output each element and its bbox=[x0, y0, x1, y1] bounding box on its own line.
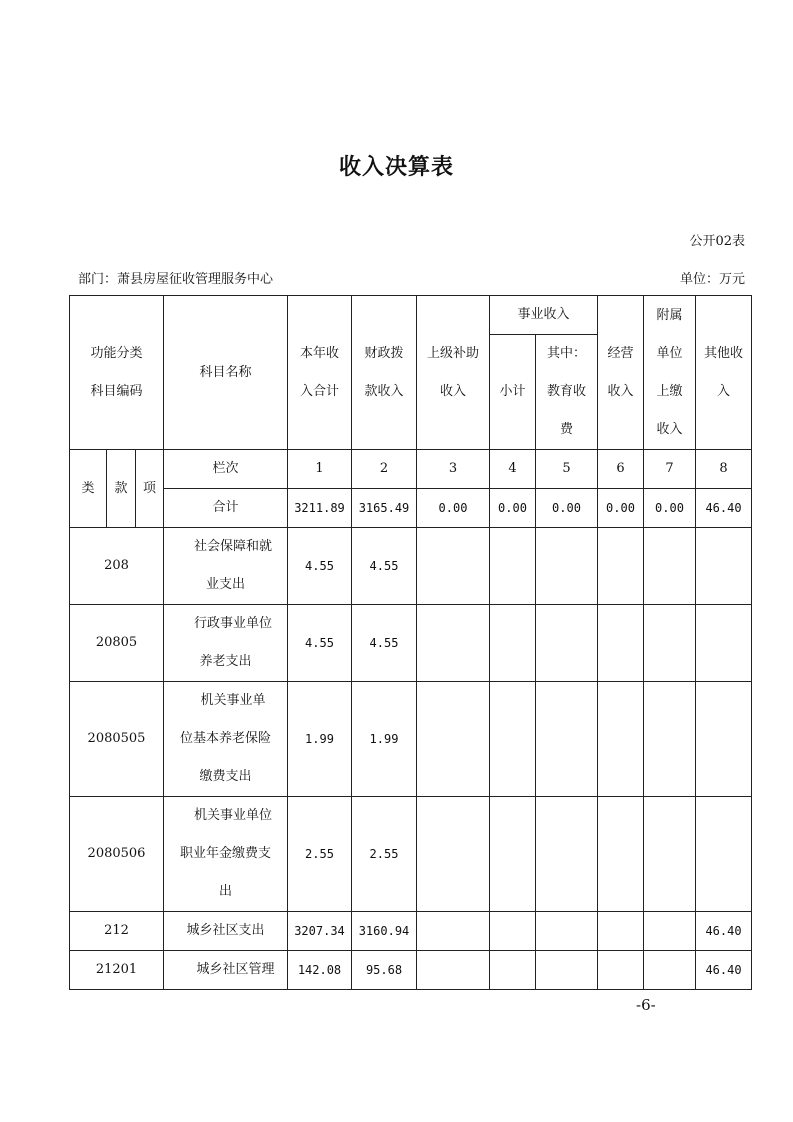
other-income-value: 46.40 bbox=[696, 912, 752, 951]
fiscal-income-value: 4.55 bbox=[352, 528, 417, 605]
income-table bbox=[69, 295, 752, 990]
func-code: 212 bbox=[70, 912, 164, 951]
func-code: 20805 bbox=[70, 605, 164, 682]
department-label: 部门：萧县房屋征收管理服务中心 bbox=[78, 272, 274, 287]
other-income-header: 其他收 入 bbox=[696, 296, 752, 450]
table-body bbox=[70, 296, 752, 990]
xiang-header: 项 bbox=[136, 450, 164, 528]
table-row bbox=[70, 912, 752, 951]
total-value: 0.00 bbox=[417, 489, 490, 528]
subject-name: 城乡社区支出 bbox=[164, 912, 288, 951]
total-row-label: 合计 bbox=[164, 489, 288, 528]
total-income-value: 142.08 bbox=[288, 951, 352, 990]
column-number: 2 bbox=[352, 450, 417, 489]
other-income-value bbox=[696, 682, 752, 797]
header-row-1 bbox=[70, 296, 752, 335]
total-value: 46.40 bbox=[696, 489, 752, 528]
fiscal-income-value: 4.55 bbox=[352, 605, 417, 682]
column-number: 3 bbox=[417, 450, 490, 489]
func-code: 208 bbox=[70, 528, 164, 605]
page-number: -6- bbox=[636, 996, 656, 1014]
total-income-value: 2.55 bbox=[288, 797, 352, 912]
total-value: 3211.89 bbox=[288, 489, 352, 528]
total-value: 0.00 bbox=[644, 489, 696, 528]
operating-income-header: 经营 收入 bbox=[598, 296, 644, 450]
total-value: 0.00 bbox=[536, 489, 598, 528]
func-code: 2080505 bbox=[70, 682, 164, 797]
other-income-value bbox=[696, 797, 752, 912]
fiscal-income-value: 2.55 bbox=[352, 797, 417, 912]
education-fee-header: 其中： 教育收 费 bbox=[536, 335, 598, 450]
column-number: 7 bbox=[644, 450, 696, 489]
subject-name: 机关事业单 位基本养老保险 缴费支出 bbox=[164, 682, 288, 797]
total-value: 0.00 bbox=[598, 489, 644, 528]
table-row bbox=[70, 951, 752, 990]
func-code-header: 功能分类 科目编码 bbox=[70, 296, 164, 450]
subject-name: 社会保障和就 业支出 bbox=[164, 528, 288, 605]
total-value: 3165.49 bbox=[352, 489, 417, 528]
subject-name: 行政事业单位 养老支出 bbox=[164, 605, 288, 682]
column-number: 6 bbox=[598, 450, 644, 489]
total-value: 0.00 bbox=[490, 489, 536, 528]
lei-header: 类 bbox=[70, 450, 107, 528]
subject-name: 城乡社区管理 bbox=[164, 951, 288, 990]
superior-subsidy-header: 上级补助 收入 bbox=[417, 296, 490, 450]
other-income-value: 46.40 bbox=[696, 951, 752, 990]
column-number-label: 栏次 bbox=[164, 450, 288, 489]
unit-label: 单位：万元 bbox=[679, 272, 745, 287]
func-code: 21201 bbox=[70, 951, 164, 990]
fiscal-header: 财政拨 款收入 bbox=[352, 296, 417, 450]
table-row bbox=[70, 682, 752, 797]
column-number-row bbox=[70, 450, 752, 489]
total-income-value: 4.55 bbox=[288, 605, 352, 682]
subject-name: 机关事业单位 职业年金缴费支 出 bbox=[164, 797, 288, 912]
attached-unit-header: 附属 单位 上缴 收入 bbox=[644, 296, 696, 450]
table-code: 公开02表 bbox=[689, 234, 745, 249]
fiscal-income-value: 1.99 bbox=[352, 682, 417, 797]
column-number: 4 bbox=[490, 450, 536, 489]
column-number: 1 bbox=[288, 450, 352, 489]
total-income-value: 3207.34 bbox=[288, 912, 352, 951]
total-row bbox=[70, 489, 752, 528]
total-income-value: 1.99 bbox=[288, 682, 352, 797]
other-income-value bbox=[696, 528, 752, 605]
table-row bbox=[70, 605, 752, 682]
table-row bbox=[70, 797, 752, 912]
func-code: 2080506 bbox=[70, 797, 164, 912]
business-income-header: 事业收入 bbox=[490, 296, 598, 335]
total-income-value: 4.55 bbox=[288, 528, 352, 605]
fiscal-income-value: 95.68 bbox=[352, 951, 417, 990]
column-number: 5 bbox=[536, 450, 598, 489]
other-income-value bbox=[696, 605, 752, 682]
total-header: 本年收 入合计 bbox=[288, 296, 352, 450]
subtotal-header: 小计 bbox=[490, 335, 536, 450]
fiscal-income-value: 3160.94 bbox=[352, 912, 417, 951]
subject-name-header: 科目名称 bbox=[164, 296, 288, 450]
table-row bbox=[70, 528, 752, 605]
kuan-header: 款 bbox=[107, 450, 136, 528]
page-title: 收入决算表 bbox=[338, 155, 454, 180]
column-number: 8 bbox=[696, 450, 752, 489]
